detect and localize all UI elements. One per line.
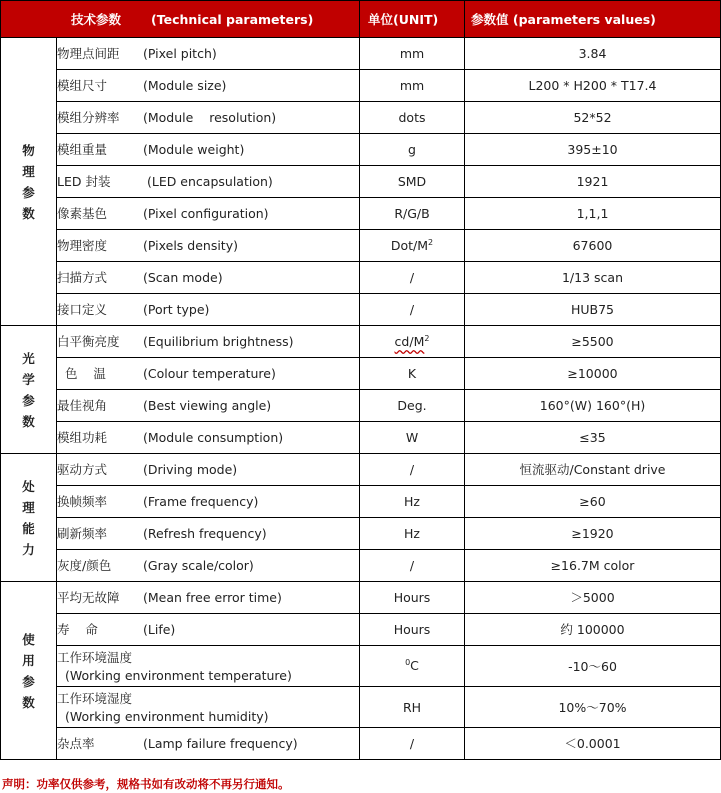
value-cell: -10～60 [465, 646, 721, 687]
unit-cell [360, 728, 465, 760]
param-name-zh: 最佳视角 [57, 398, 108, 413]
param-name-zh: 寿 命 [57, 622, 98, 637]
table-row [1, 166, 721, 198]
table-row [1, 422, 721, 454]
table-row [1, 550, 721, 582]
table-row [1, 728, 721, 760]
value-cell: 1921 [465, 166, 721, 198]
value-cell: ≥5500 [465, 326, 721, 358]
param-cell [57, 687, 360, 728]
param-cell [57, 358, 360, 390]
unit-text: K [407, 366, 417, 381]
param-name-zh: 工作环境温度 [57, 649, 133, 665]
param-cell [57, 70, 360, 102]
unit-cell [360, 390, 465, 422]
param-name-en: (Module size) [143, 78, 227, 93]
param-cell [57, 422, 360, 454]
value-cell: 67600 [465, 230, 721, 262]
param-name-en: (Life) [143, 622, 176, 637]
param-cell [57, 262, 360, 294]
unit-cell [360, 518, 465, 550]
group-label-char: 学 [22, 371, 35, 387]
unit-text: / [409, 462, 415, 477]
table-row [1, 687, 721, 728]
param-name-en: (Module weight) [143, 142, 245, 157]
param-name-en: (LED encapsulation) [143, 174, 273, 189]
param-cell [57, 294, 360, 326]
param-name-en: (Frame frequency) [143, 494, 259, 509]
value-cell: 160°(W) 160°(H) [465, 390, 721, 422]
unit-cell [360, 198, 465, 230]
table-row [1, 198, 721, 230]
value-cell: 3.84 [465, 38, 721, 70]
param-name-zh: 白平衡亮度 [57, 334, 120, 349]
value-cell: ≥60 [465, 486, 721, 518]
value-cell: 395±10 [465, 134, 721, 166]
param-name-en: (Pixels density) [143, 238, 238, 253]
param-cell [57, 646, 360, 687]
value-cell: 约 100000 [465, 614, 721, 646]
unit-cell [360, 358, 465, 390]
unit-text: mm [399, 78, 425, 93]
value-cell: HUB75 [465, 294, 721, 326]
group-label-char: 参 [22, 673, 35, 689]
table-row [1, 38, 721, 70]
group-label-char: 处 [22, 478, 35, 494]
unit-text: Hz [404, 494, 420, 509]
unit-text: Hours [393, 590, 431, 605]
param-name-zh: 灰度/颜色 [57, 558, 112, 573]
group-label-char: 参 [22, 184, 35, 200]
param-name-en: (Colour temperature) [143, 366, 276, 381]
unit-text: Hz [404, 526, 420, 541]
table-row [1, 102, 721, 134]
table-row [1, 70, 721, 102]
unit-text: Hours [393, 622, 431, 637]
param-name-zh: 模组尺寸 [57, 78, 108, 93]
table-row [1, 518, 721, 550]
param-cell [57, 486, 360, 518]
group-label-char: 参 [22, 392, 35, 408]
unit-cell [360, 326, 465, 358]
param-name-zh: 杂点率 [57, 736, 95, 751]
unit-text: / [409, 558, 415, 573]
group-label-char: 数 [22, 205, 35, 221]
param-name-zh: 驱动方式 [57, 462, 108, 477]
unit-superscript: 2 [424, 333, 430, 343]
param-name-en: (Gray scale/color) [143, 558, 254, 573]
param-cell [57, 454, 360, 486]
param-name-zh: 刷新频率 [57, 526, 108, 541]
param-name-zh: 像素基色 [57, 206, 108, 221]
value-cell: L200 * H200 * T17.4 [465, 70, 721, 102]
value-cell: ≥10000 [465, 358, 721, 390]
unit-superscript: 0 [405, 658, 411, 668]
table-row [1, 614, 721, 646]
unit-text: / [409, 270, 415, 285]
header-row [1, 1, 721, 38]
param-name-en: (Refresh frequency) [143, 526, 267, 541]
param-name-zh: 物理点间距 [57, 46, 120, 61]
table-row [1, 134, 721, 166]
param-name-en: (Port type) [143, 302, 210, 317]
unit-text: cd/M [394, 334, 425, 350]
param-cell [57, 134, 360, 166]
param-cell [57, 230, 360, 262]
param-cell [57, 326, 360, 358]
table-row [1, 582, 721, 614]
value-cell: 1,1,1 [465, 198, 721, 230]
value-cell: 恒流驱动/Constant drive [465, 454, 721, 486]
unit-cell [360, 422, 465, 454]
param-name-en: (Mean free error time) [143, 590, 282, 605]
unit-superscript: 2 [428, 237, 434, 247]
param-name-zh: 平均无故障 [57, 590, 120, 605]
table-row [1, 390, 721, 422]
unit-text: / [409, 736, 415, 751]
table-row [1, 646, 721, 687]
param-name-en: (Lamp failure frequency) [143, 736, 298, 751]
param-name-en: (Best viewing angle) [143, 398, 272, 413]
group-label [1, 38, 57, 326]
unit-text: dots [398, 110, 426, 125]
unit-text: C [410, 658, 419, 674]
param-cell [57, 614, 360, 646]
param-cell [57, 166, 360, 198]
param-name-zh: 扫描方式 [57, 270, 108, 285]
param-cell [57, 550, 360, 582]
param-name-zh: 模组功耗 [57, 430, 108, 445]
value-cell: ＞5000 [465, 582, 721, 614]
group-label-char: 光 [22, 350, 35, 366]
group-label-char: 理 [22, 163, 35, 179]
param-name-zh: 色 温 [57, 366, 106, 381]
param-name-en: (Module resolution) [143, 110, 277, 125]
unit-cell [360, 262, 465, 294]
group-label-char: 物 [22, 142, 35, 158]
table-row [1, 358, 721, 390]
value-cell: ≥1920 [465, 518, 721, 550]
group-label-char: 用 [22, 652, 35, 668]
unit-text: SMD [397, 174, 427, 189]
param-name-zh: 换帧频率 [57, 494, 108, 509]
unit-cell [360, 230, 465, 262]
value-cell: 1/13 scan [465, 262, 721, 294]
value-cell: ≤35 [465, 422, 721, 454]
unit-cell [360, 486, 465, 518]
param-cell [57, 582, 360, 614]
unit-text: W [405, 430, 419, 445]
unit-cell [360, 646, 465, 687]
param-cell [57, 38, 360, 70]
header-value: 参数值 (parameters values) [465, 1, 721, 38]
param-name-en: (Pixel configuration) [143, 206, 269, 221]
value-cell: ＜0.0001 [465, 728, 721, 760]
param-name-en: (Working environment temperature) [65, 667, 292, 683]
param-name-en: (Scan mode) [143, 270, 223, 285]
group-label [1, 326, 57, 454]
param-name-zh: 模组重量 [57, 142, 108, 157]
spec-body [1, 38, 721, 760]
value-cell: ≥16.7M color [465, 550, 721, 582]
unit-cell [360, 166, 465, 198]
value-cell: 52*52 [465, 102, 721, 134]
param-name-en: (Working environment humidity) [65, 708, 269, 724]
unit-cell [360, 70, 465, 102]
value-cell: 10%～70% [465, 687, 721, 728]
param-cell [57, 390, 360, 422]
param-name-zh: 工作环境湿度 [57, 690, 133, 706]
table-row [1, 326, 721, 358]
param-cell [57, 198, 360, 230]
param-cell [57, 518, 360, 550]
unit-text: g [408, 142, 416, 157]
unit-cell [360, 687, 465, 728]
table-row [1, 294, 721, 326]
group-label [1, 582, 57, 760]
unit-cell [360, 102, 465, 134]
param-cell [57, 102, 360, 134]
group-label-char: 理 [22, 499, 35, 515]
unit-cell [360, 294, 465, 326]
unit-text: Dot/M [390, 238, 429, 254]
param-name-en: (Equilibrium brightness) [143, 334, 294, 349]
param-name-zh: 接口定义 [57, 302, 108, 317]
param-name-zh: 模组分辨率 [57, 110, 120, 125]
param-name-zh: LED 封装 [57, 174, 111, 189]
unit-text: mm [399, 46, 425, 61]
unit-cell [360, 614, 465, 646]
param-name-en: (Driving mode) [143, 462, 238, 477]
group-label-char: 使 [22, 631, 35, 647]
header-param-en: (Technical parameters) [151, 11, 314, 27]
unit-text: / [409, 302, 415, 317]
table-row [1, 486, 721, 518]
disclaimer-note: 声明：功率仅供参考，规格书如有改动将不再另行通知。 [2, 777, 290, 791]
table-row [1, 262, 721, 294]
unit-cell [360, 134, 465, 166]
header-param-zh: 技术参数 [71, 11, 122, 27]
group-label [1, 454, 57, 582]
table-row [1, 454, 721, 486]
unit-text: Deg. [397, 398, 427, 413]
param-name-zh: 物理密度 [57, 238, 108, 253]
group-label-char: 数 [22, 413, 35, 429]
param-name-en: (Module consumption) [143, 430, 284, 445]
header-parameter [1, 1, 360, 38]
unit-cell [360, 582, 465, 614]
param-cell [57, 728, 360, 760]
header-unit: 单位(UNIT) [360, 1, 465, 38]
unit-cell [360, 38, 465, 70]
unit-text: RH [402, 699, 422, 715]
unit-cell [360, 454, 465, 486]
table-row [1, 230, 721, 262]
unit-text: R/G/B [394, 206, 430, 221]
group-label-char: 能 [22, 520, 35, 536]
group-label-char: 数 [22, 694, 35, 710]
param-name-en: (Pixel pitch) [143, 46, 217, 61]
group-label-char: 力 [22, 541, 35, 557]
unit-cell [360, 550, 465, 582]
